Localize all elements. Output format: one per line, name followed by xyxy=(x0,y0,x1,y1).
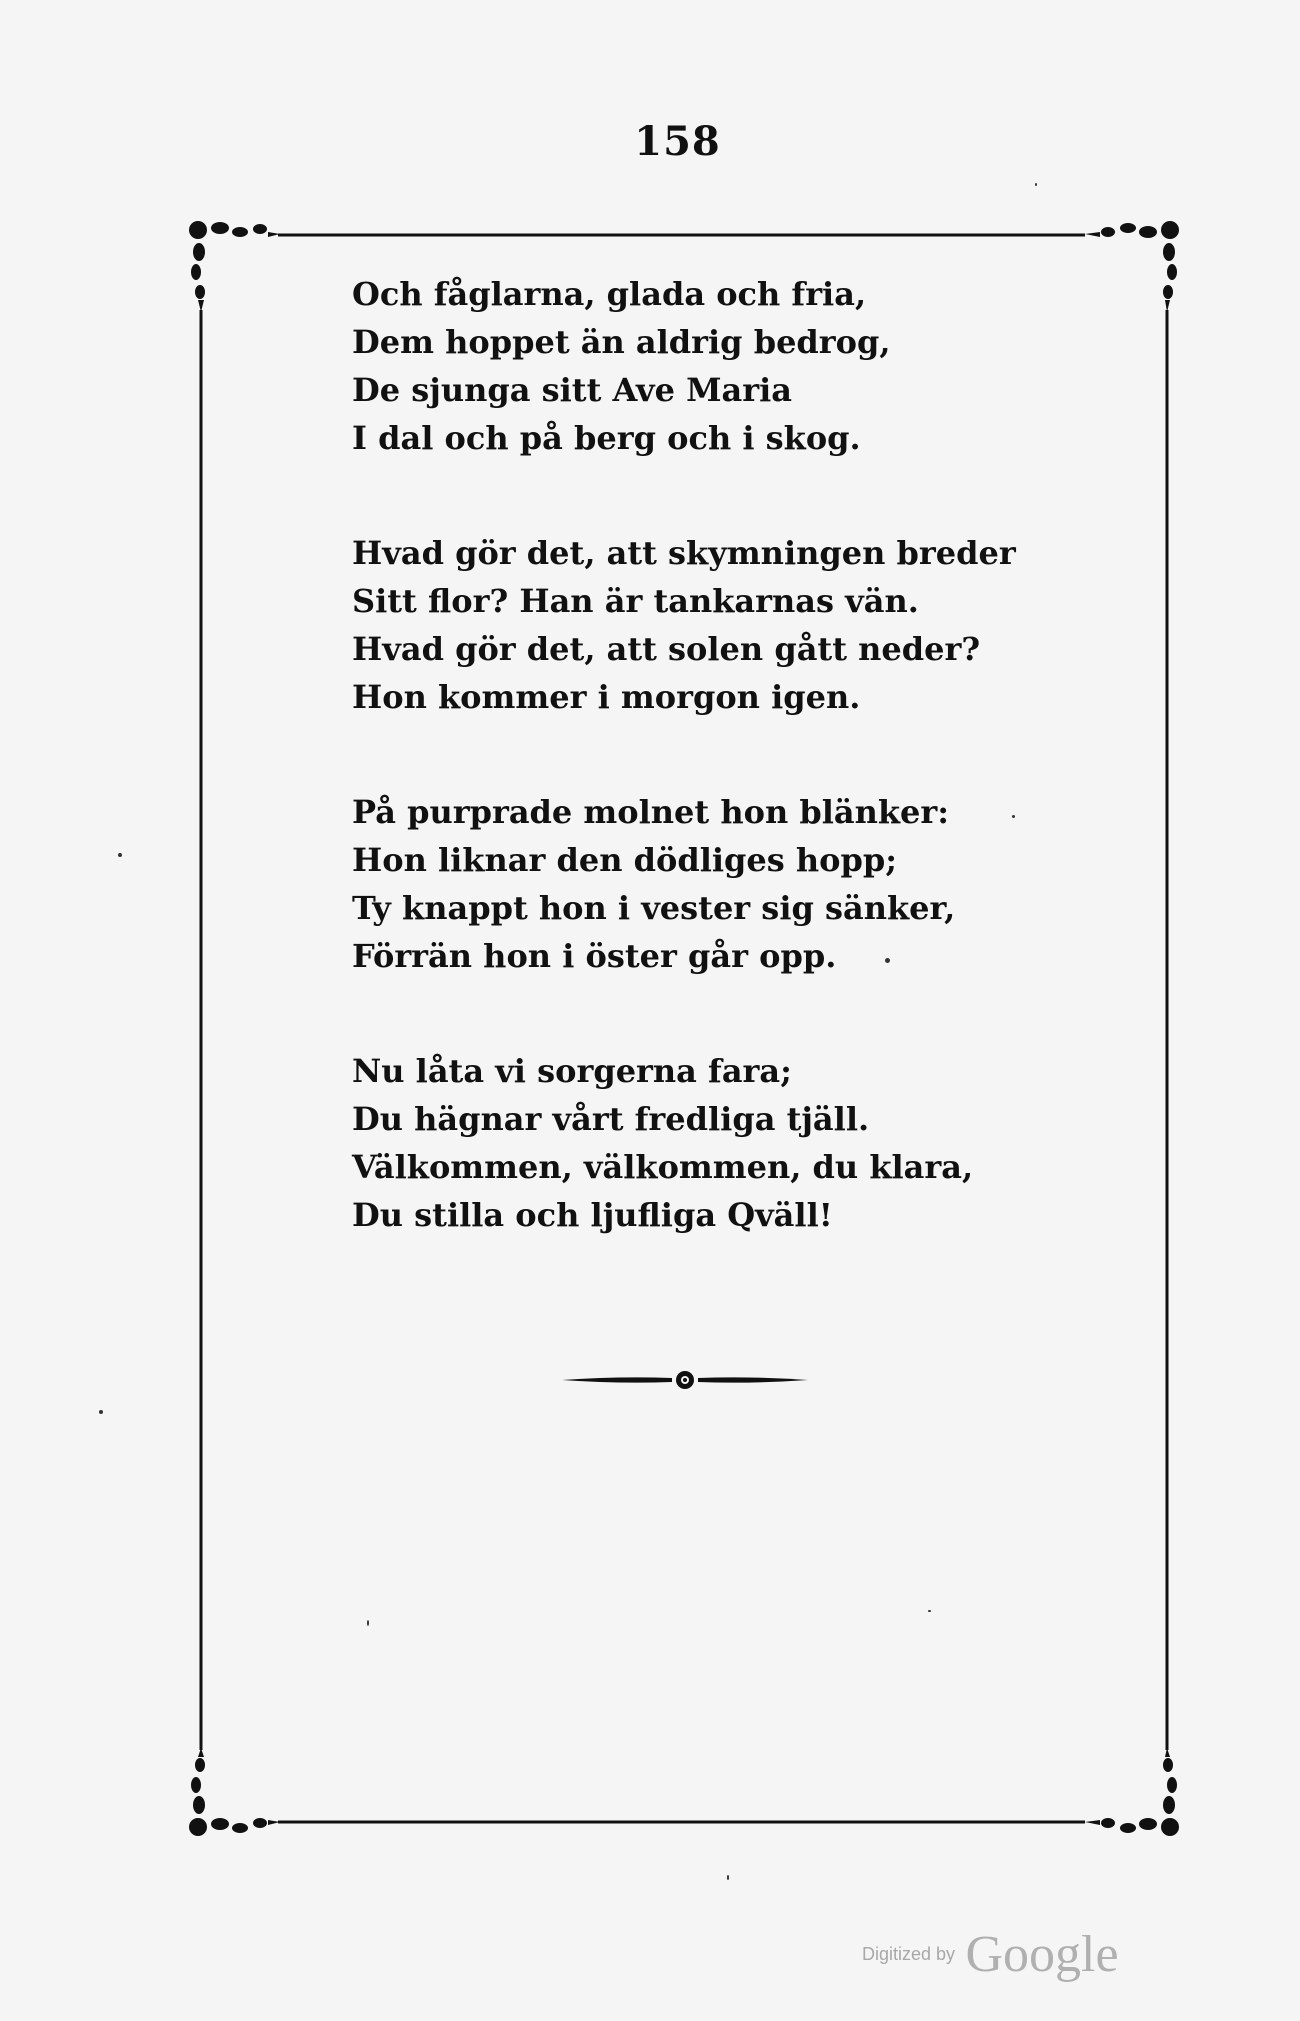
poem xyxy=(352,270,1072,1306)
poem-line: Hvad gör det, att skymningen breder xyxy=(352,534,1016,572)
digitized-by-google-watermark xyxy=(862,1925,1119,1984)
poem-line: I dal och på berg och i skog. xyxy=(352,419,861,457)
poem-line: Hvad gör det, att solen gått neder? xyxy=(352,630,981,668)
scan-speck xyxy=(118,853,122,857)
poem-line: På purprade molnet hon blänker: xyxy=(352,793,950,831)
stanza-2 xyxy=(352,529,1072,721)
scan-speck xyxy=(885,958,890,963)
poem-line: Hon liknar den dödliges hopp; xyxy=(352,841,898,879)
scan-speck xyxy=(727,1875,729,1880)
poem-line: De sjunga sitt Ave Maria xyxy=(352,371,793,409)
scan-speck xyxy=(928,1610,931,1612)
page-number: 158 xyxy=(634,118,721,165)
poem-line: Du hägnar vårt fredliga tjäll. xyxy=(352,1100,870,1138)
corner-ornament-top-right xyxy=(1085,221,1179,312)
scan-speck xyxy=(1012,815,1015,818)
poem-line: Ty knappt hon i vester sig sänker, xyxy=(352,889,956,927)
watermark-prefix: Digitized by xyxy=(862,1944,956,1964)
stanza-1 xyxy=(352,270,1072,462)
corner-ornament-bottom-right xyxy=(1085,1748,1179,1836)
poem-line: Välkommen, välkommen, du klara, xyxy=(352,1148,974,1186)
poem-line: Hon kommer i morgon igen. xyxy=(352,678,861,716)
poem-line: Nu låta vi sorgerna fara; xyxy=(352,1052,792,1090)
poem-line: Och fåglarna, glada och fria, xyxy=(352,275,867,313)
tailpiece-ornament xyxy=(560,1368,810,1392)
scan-speck xyxy=(1035,183,1037,186)
scan-speck xyxy=(367,1620,369,1626)
stanza-4 xyxy=(352,1047,1072,1239)
poem-line: Förrän hon i öster går opp. xyxy=(352,937,837,975)
poem-line: Dem hoppet än aldrig bedrog, xyxy=(352,323,891,361)
scan-speck xyxy=(99,1410,103,1414)
corner-ornament-top-left xyxy=(189,221,280,312)
corner-ornament-bottom-left xyxy=(189,1748,280,1836)
google-logo: Google xyxy=(965,1926,1119,1983)
stanza-3 xyxy=(352,788,1072,980)
poem-line: Du stilla och ljufliga Qväll! xyxy=(352,1196,833,1234)
poem-line: Sitt flor? Han är tankarnas vän. xyxy=(352,582,919,620)
